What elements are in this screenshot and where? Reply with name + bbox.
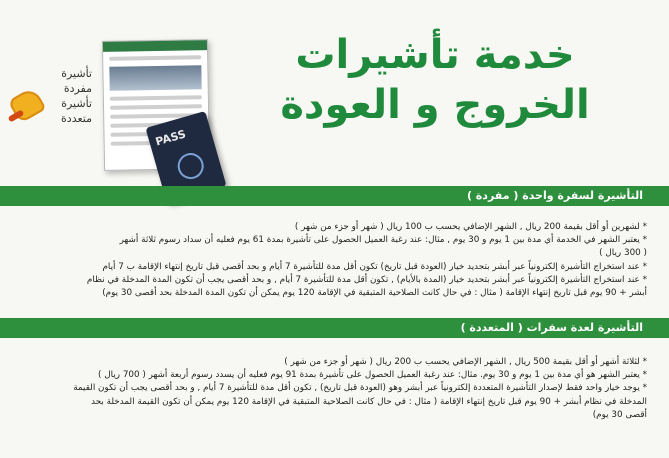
page-title: خدمة تأشيرات الخروج و العودة: [280, 32, 590, 128]
single-visa-details: [27, 221, 647, 300]
detail-line: المدخلة في نظام أبشر + 90 يوم قبل تاريخ إنتهاء الإقامة ( مثال : في حال كانت الصلاحية المتبقية في الإقامة 120 يوم يمكن أن تكون القيمة المدخلة بحد: [91, 396, 647, 407]
multiple-visa-tag: تأشيرة متعددة: [61, 97, 92, 125]
section-header-single: [0, 186, 669, 206]
detail-line: * عند استخراج التأشيرة إلكترونياً عبر أبشر بتحديد خيار (العودة قبل تاريخ) تكون أقل مدة للتأشيرة 7 أيام و بحد أقصى قبل تاريخ إنتهاء الإقامة ب 7 أيام: [102, 261, 647, 272]
passport-label: PASS: [153, 127, 188, 149]
section-title-multiple: التأشيرة لعدة سفرات ( المتعددة ): [453, 320, 651, 336]
section-title-single: التأشيرة لسفرة واحدة ( مفردة ): [459, 188, 651, 204]
detail-line: * عند استخراج التأشيرة إلكترونياً عبر أبشر بتحديد خيار (المدة بالأيام) , تكون أقل مدة للتأشيرة 7 أيام , و بحد أقصى يجب أن تكون المدة المدخلة في نظام: [86, 274, 647, 285]
detail-line: * لشهرين أو أقل بقيمة 200 ريال , الشهر الإضافي يحسب ب 100 ريال ( شهر أو جزء من شهر ): [294, 222, 647, 232]
detail-line: ( 300 ريال ): [599, 248, 647, 259]
detail-line: * لثلاثة أشهر أو أقل بقيمة 500 ريال , الشهر الإضافي يحسب ب 200 ريال ( شهر أو جزء من شهر ): [284, 357, 647, 367]
detail-line: * يعتبر الشهر هو أي مدة بين 1 يوم و 30 يوم. مثال: عند رغبة العميل الحصول على تأشيرة بمدة 91 يوم فعليه أن يسدد رسوم أربعة أشهر ( 700 ريال ): [98, 370, 647, 381]
detail-line: * يوجد خيار واحد فقط لإصدار التأشيرة المتعددة إلكترونياً عبر أبشر وهو (العودة قبل تاريخ) , تكون أقل مدة للتأشيرة 7 أيام , و بحد أقصى يجب أن تكون القيمة: [73, 383, 647, 394]
single-visa-tag: تأشيرة مفردة: [61, 67, 92, 95]
multiple-visa-details: [27, 356, 647, 422]
globe-icon: [175, 150, 207, 182]
detail-line: أقصى 30 يوم): [592, 409, 647, 420]
section-header-multiple: [0, 318, 669, 338]
detail-line: * يعتبر الشهر في الخدمة أي مدة بين 1 يوم و 30 يوم , مثال: عند رغبة العميل الحصول على تأشيرة بمدة 61 يوم فعليه أن سداد رسوم ثلاثة أشهر: [119, 235, 647, 246]
detail-line: أبشر + 90 يوم قبل تاريخ إنتهاء الإقامة ( مثال : في حال كانت الصلاحية المتبقية في الإقامة 120 يوم يمكن أن تكون المدة المدخلة بحد أقصى 30 يوم): [102, 288, 647, 299]
